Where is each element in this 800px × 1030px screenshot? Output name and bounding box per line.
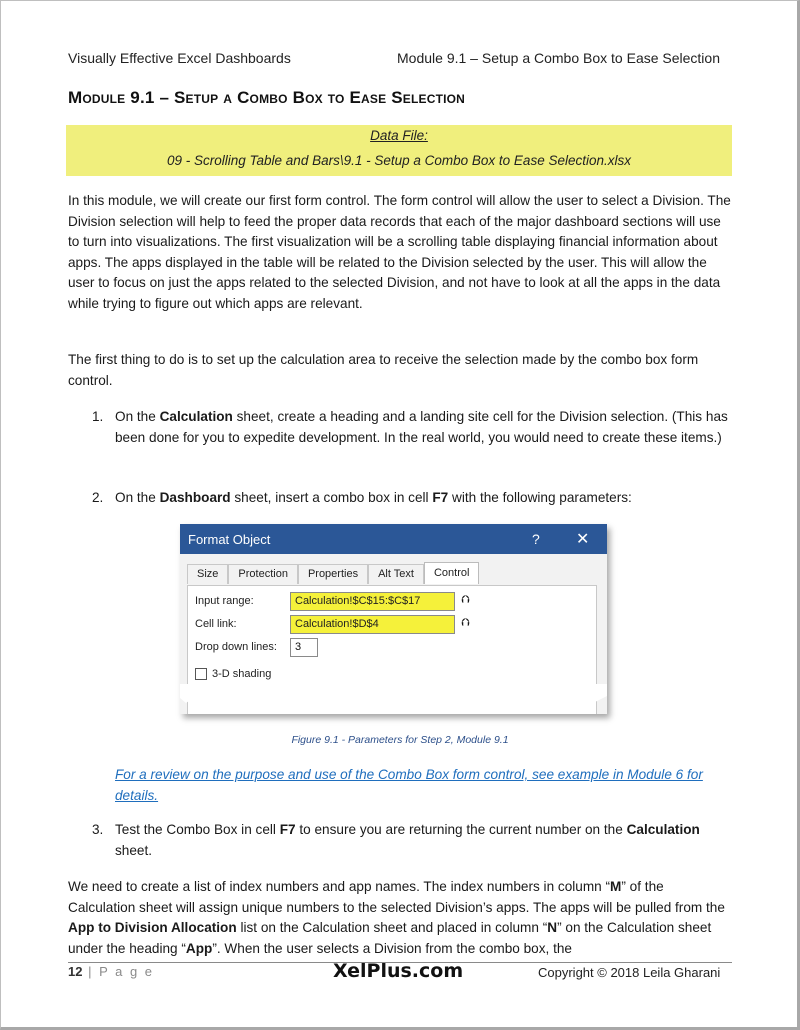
dialog-tabs [187,564,479,584]
drop-down-lines-label: Drop down lines: [195,641,277,653]
running-header [68,50,720,66]
header-right: Module 9.1 – Setup a Combo Box to Ease Selection [397,50,720,66]
step-3 [92,819,732,861]
module-6-link[interactable]: For a review on the purpose and use of the Combo Box form control, see example in Module 6 for details. [115,767,703,803]
shading-checkbox-row[interactable] [195,668,271,680]
tab-alt-text[interactable]: Alt Text [368,564,424,584]
range-select-icon[interactable]: ⮉ [454,592,476,611]
module-title: Module 9.1 – Setup a Combo Box to Ease Selection [68,88,466,107]
step-1 [92,406,732,448]
step-text: Test the Combo Box in cell F7 to ensure you are returning the current number on the Calculation sheet. [115,822,700,858]
step-text: On the Dashboard sheet, insert a combo box in cell F7 with the following parameters: [115,490,632,505]
data-file-path: 09 - Scrolling Table and Bars\9.1 - Setup a Combo Box to Ease Selection.xlsx [166,153,631,168]
tab-protection[interactable]: Protection [228,564,298,584]
tab-control[interactable]: Control [424,562,479,584]
step-2 [92,487,732,508]
intro-paragraph: In this module, we will create our first form control. The form control will allow the user to select a Division. The Division selection will help to feed the proper data records that each of the major dashboard sections will use to turn into visualizations. The first visualization will be a scrolling table displaying financial information about apps. The apps displayed in the table will be related to the Division selected by the user. This will allow the user to focus on just the apps related to the selected Division, and not have to look at all the apps in the data while trying to figure out which apps are relevant. [68,193,731,311]
shading-checkbox[interactable] [195,668,207,680]
step-number: 2. [92,490,104,505]
torn-edge [180,684,607,714]
header-left: Visually Effective Excel Dashboards [68,50,291,66]
index-paragraph: We need to create a list of index numbers and app names. The index numbers in column “M” of the Calculation sheet will assign unique numbers to the selected Division’s apps. The apps will be pulled from the App to Division Allocation list on the Calculation sheet and placed in column “N” on the Calculation sheet under the heading “App”. When the user selects a Division from the combo box, the [68,879,725,956]
shading-label: 3-D shading [212,668,272,680]
cell-link-field[interactable]: Calculation!$D$4 [290,615,476,634]
close-icon[interactable]: ✕ [576,531,590,548]
brand-logo: XelPlus.com [333,960,464,982]
tab-properties[interactable]: Properties [298,564,368,584]
input-range-label: Input range: [195,595,254,607]
copyright: Copyright © 2018 Leila Gharani [538,965,721,980]
data-file-box [66,125,732,176]
help-icon[interactable]: ? [532,531,540,547]
step-number: 1. [92,409,104,424]
format-object-dialog [180,524,607,714]
step-number: 3. [92,822,104,837]
figure-caption: Figure 9.1 - Parameters for Step 2, Module 9.1 [291,734,509,746]
drop-down-lines-field[interactable]: 3 [290,638,318,657]
dialog-titlebar [180,524,607,554]
tab-size[interactable]: Size [187,564,228,584]
input-range-field[interactable]: Calculation!$C$15:$C$17 [290,592,476,611]
data-file-label: Data File: [370,128,428,143]
page-number: 12 | P a g e [68,964,155,979]
cell-link-label: Cell link: [195,618,237,630]
step-text: On the Calculation sheet, create a heading and a landing site cell for the Division selection. (This has been done for you to expedite development. In the real world, you would need to create these items.) [115,409,728,445]
range-select-icon[interactable]: ⮉ [454,615,476,634]
setup-paragraph: The first thing to do is to set up the calculation area to receive the selection made by the combo box form control. [68,352,699,388]
dialog-title: Format Object [188,531,271,547]
